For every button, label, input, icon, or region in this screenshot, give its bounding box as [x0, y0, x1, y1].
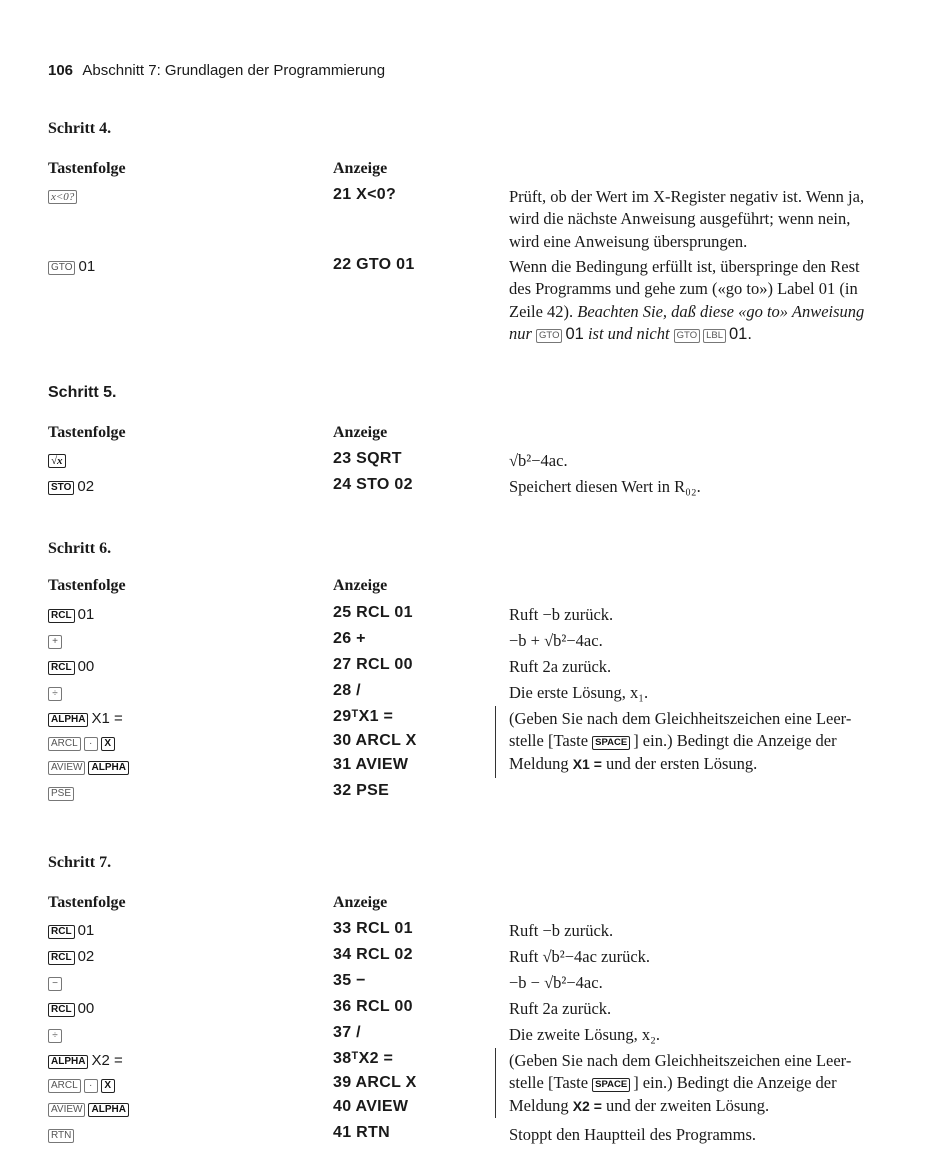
alpha-key: ALPHA — [48, 1055, 88, 1069]
key-sequence — [48, 684, 65, 701]
step-4-title: Schritt 4. — [48, 120, 112, 137]
step6-group-desc: (Geben Sie nach dem Gleichheitszeichen eine Leer- stelle [Taste SPACE ] ein.) Bedingt die Anzeige der Meldung X1 = und der ersten Lösung. — [509, 709, 852, 773]
step5-row-23 — [0, 450, 950, 474]
display-column-header: Anzeige — [333, 894, 388, 911]
step5-row-24 — [0, 476, 950, 500]
keys-column-header: Tastenfolge — [48, 894, 126, 911]
description: Ruft 2a zurück. — [509, 999, 612, 1018]
description: √b²−4ac. — [509, 451, 568, 470]
step7-row-36 — [0, 998, 950, 1022]
page-number: 106 — [48, 62, 74, 79]
display-line: 27 RCL 00 — [333, 656, 413, 673]
display-column-header: Anzeige — [333, 160, 388, 177]
x-key: X — [101, 737, 115, 751]
page-title: Abschnitt 7: Grundlagen der Programmierung — [82, 62, 386, 79]
display-line: 40 AVIEW — [333, 1098, 409, 1115]
display-line: 37 / — [333, 1024, 361, 1041]
step4-desc-22: Wenn die Bedingung erfüllt ist, überspringe den Rest des Programms und gehe zum («go to») Label 01 (in Zeile 42). Beachten Sie, daß diese «go to» Anweisung nur GTO 01 ist und nicht GTO LBL 01. — [509, 257, 865, 344]
step6-row-27 — [0, 656, 950, 680]
group-brace — [495, 1048, 496, 1118]
key-sequence: RCL 00 — [48, 1000, 94, 1017]
aview-key: AVIEW — [48, 1103, 85, 1117]
step7-group-desc: (Geben Sie nach dem Gleichheitszeichen eine Leer- stelle [Taste SPACE ] ein.) Bedingt die Anzeige der Meldung X2 = und der zweiten Lösung. — [509, 1051, 852, 1115]
display-line: 26 + — [333, 630, 366, 647]
key-sequence — [48, 188, 80, 205]
key-sequence — [48, 1126, 77, 1143]
display-line: 36 RCL 00 — [333, 998, 413, 1015]
minus-key: − — [48, 977, 62, 991]
display-line: 41 RTN — [333, 1124, 390, 1141]
description: Stoppt den Hauptteil des Programms. — [509, 1125, 757, 1144]
key-sequence: ALPHA X2 = — [48, 1052, 123, 1069]
description: Die zweite Lösung, x₂. — [509, 1025, 661, 1044]
key-sequence: STO 02 — [48, 478, 94, 495]
keys-column-header: Tastenfolge — [48, 424, 126, 441]
key-sequence — [48, 784, 77, 801]
dot-key: · — [84, 1079, 98, 1093]
space-key: SPACE — [592, 1078, 630, 1092]
key-sequence — [48, 632, 65, 649]
description: −b − √b²−4ac. — [509, 973, 603, 992]
rcl-key: RCL — [48, 925, 75, 939]
alpha-key: ALPHA — [88, 1103, 128, 1117]
step7-row-33 — [0, 920, 950, 944]
rcl-key: RCL — [48, 661, 75, 675]
page-header — [48, 62, 385, 79]
display-line: 28 / — [333, 682, 361, 699]
display-line: 21 X<0? — [333, 186, 397, 203]
display-column-header: Anzeige — [333, 577, 388, 594]
step4-desc-21: Prüft, ob der Wert im X-Register negativ ist. Wenn ja, wird die nächste Anweisung ausgeführt; wenn nein, wird eine Anweisung übersprungen. — [509, 187, 865, 251]
display-line: 34 RCL 02 — [333, 946, 413, 963]
keys-column-header: Tastenfolge — [48, 160, 126, 177]
key-sequence: ALPHA X1 = — [48, 710, 123, 727]
display-line: 30 ARCL X — [333, 732, 417, 749]
keys-column-header: Tastenfolge — [48, 577, 126, 594]
key-sequence — [48, 734, 118, 751]
step7-row-35 — [0, 972, 950, 996]
x-less-than-zero-key: x<0? — [48, 190, 77, 204]
display-line: 23 SQRT — [333, 450, 402, 467]
gto-key: GTO — [536, 329, 562, 343]
key-sequence — [48, 452, 69, 469]
key-sequence: RCL 01 — [48, 922, 94, 939]
key-sequence: RCL 01 — [48, 606, 94, 623]
step7-row-34 — [0, 946, 950, 970]
pse-key: PSE — [48, 787, 74, 801]
lbl-key: LBL — [703, 329, 726, 343]
description: Ruft √b²−4ac zurück. — [509, 947, 651, 966]
sto-key: STO — [48, 481, 74, 495]
display-line: 24 STO 02 — [333, 476, 413, 493]
arcl-key: ARCL — [48, 737, 81, 751]
display-line: 22 GTO 01 — [333, 256, 415, 273]
step-7-title: Schritt 7. — [48, 854, 112, 871]
alpha-key: ALPHA — [88, 761, 128, 775]
display-line: 29ᵀX1 = — [333, 708, 394, 725]
step-6-title: Schritt 6. — [48, 540, 112, 557]
arcl-key: ARCL — [48, 1079, 81, 1093]
description: Die erste Lösung, x₁. — [509, 683, 649, 702]
rcl-key: RCL — [48, 951, 75, 965]
key-sequence — [48, 1100, 132, 1117]
description: Speichert diesen Wert in R₀₂. — [509, 477, 701, 496]
display-line: 32 PSE — [333, 782, 390, 799]
description: Ruft 2a zurück. — [509, 657, 612, 676]
step6-row-32 — [0, 782, 950, 806]
step6-row-25 — [0, 604, 950, 628]
description: Ruft −b zurück. — [509, 921, 614, 940]
display-line: 35 − — [333, 972, 366, 989]
key-sequence — [48, 974, 65, 991]
step7-row-41 — [0, 1124, 950, 1148]
key-sequence — [48, 758, 132, 775]
key-sequence — [48, 1026, 65, 1043]
dot-key: · — [84, 737, 98, 751]
step-5-title: Schritt 5. — [48, 384, 117, 401]
aview-key: AVIEW — [48, 761, 85, 775]
step6-row-28 — [0, 682, 950, 706]
group-brace — [495, 706, 496, 778]
key-sequence: RCL 00 — [48, 658, 94, 675]
plus-key: + — [48, 635, 62, 649]
step7-row-37 — [0, 1024, 950, 1048]
display-line: 31 AVIEW — [333, 756, 409, 773]
alpha-key: ALPHA — [48, 713, 88, 727]
display-line: 39 ARCL X — [333, 1074, 417, 1091]
description: Ruft −b zurück. — [509, 605, 614, 624]
rcl-key: RCL — [48, 1003, 75, 1017]
divide-key: ÷ — [48, 1029, 62, 1043]
key-sequence — [48, 1076, 118, 1093]
sqrt-key: √x — [48, 454, 66, 468]
key-sequence: RCL 02 — [48, 948, 94, 965]
step6-row-26 — [0, 630, 950, 654]
gto-key: GTO — [48, 261, 75, 275]
divide-key: ÷ — [48, 687, 62, 701]
rtn-key: RTN — [48, 1129, 74, 1143]
x-key: X — [101, 1079, 115, 1093]
space-key: SPACE — [592, 736, 630, 750]
display-line: 38ᵀX2 = — [333, 1050, 394, 1067]
display-line: 33 RCL 01 — [333, 920, 413, 937]
display-column-header: Anzeige — [333, 424, 388, 441]
gto-key: GTO — [674, 329, 700, 343]
display-line: 25 RCL 01 — [333, 604, 413, 621]
description: −b + √b²−4ac. — [509, 631, 603, 650]
key-sequence: GTO 01 — [48, 258, 95, 275]
rcl-key: RCL — [48, 609, 75, 623]
